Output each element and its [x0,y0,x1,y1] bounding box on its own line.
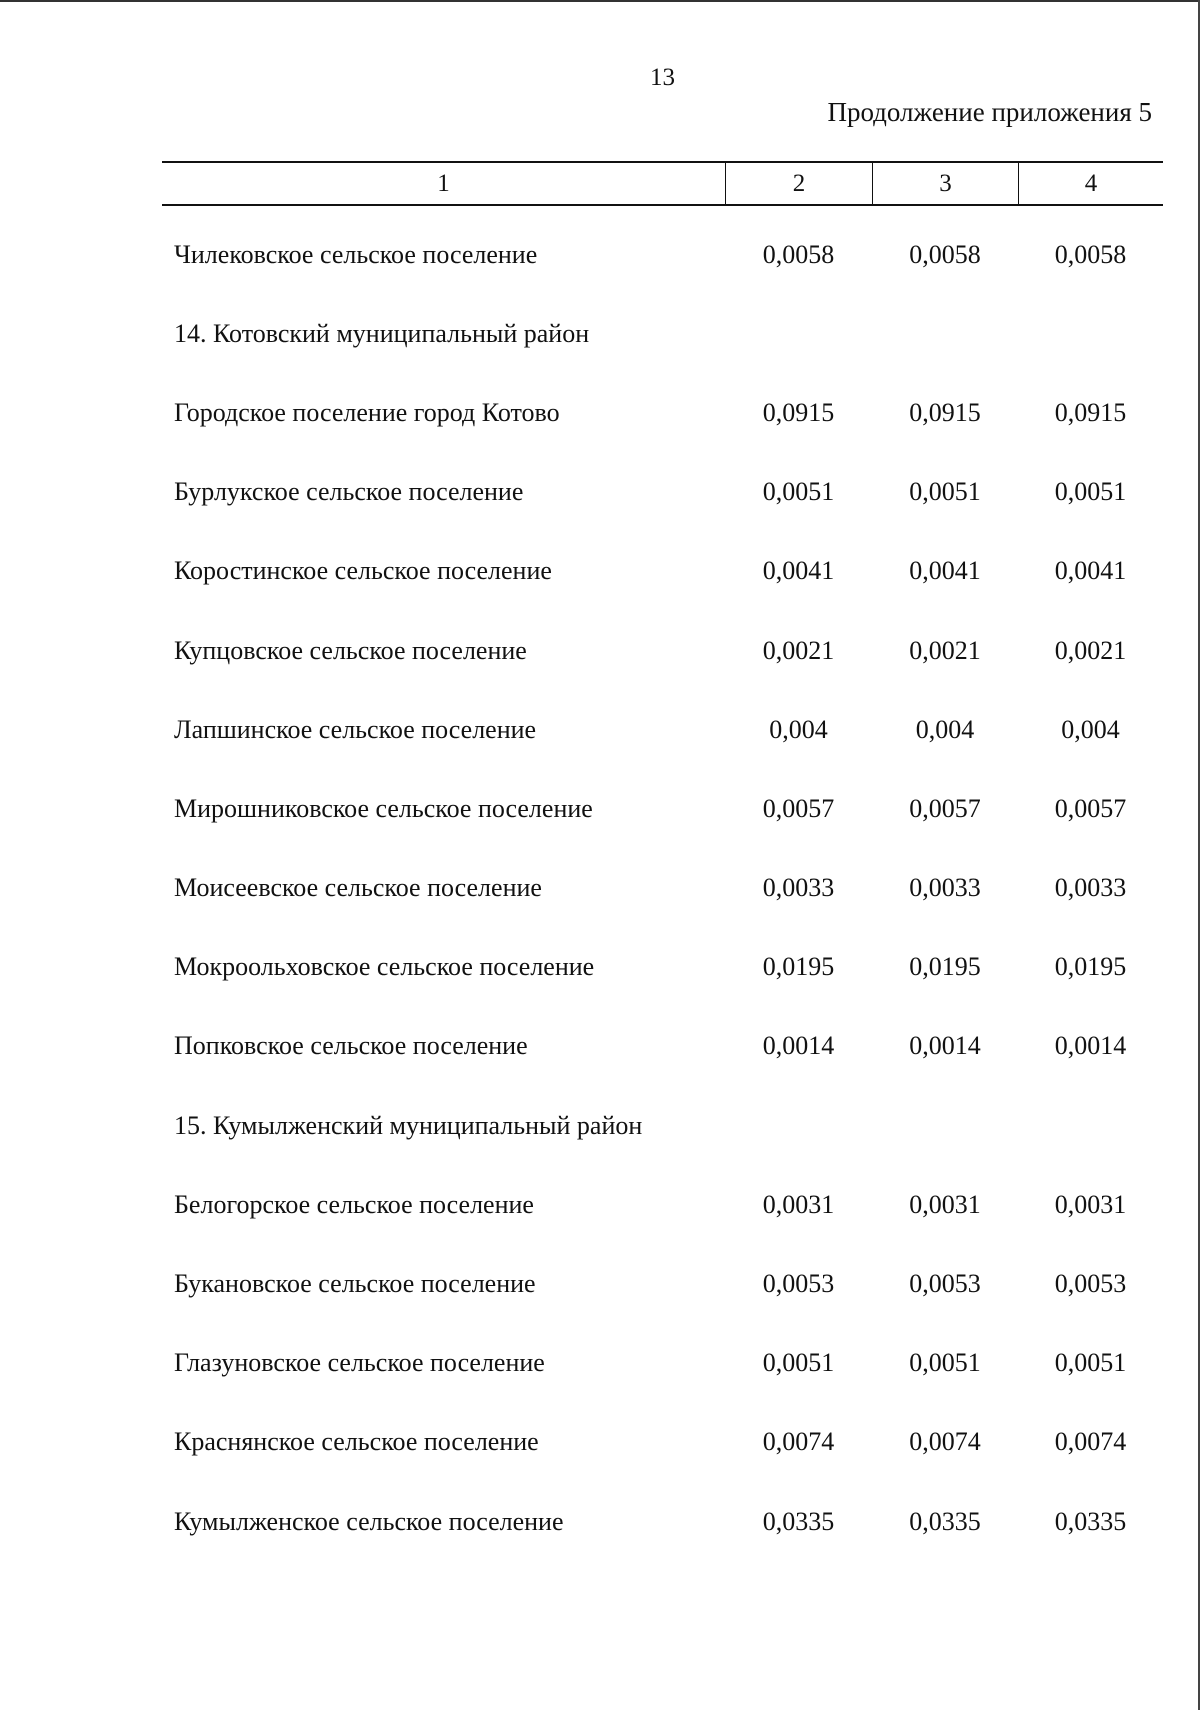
row-value-col2: 0,0057 [762,793,835,823]
row-name: Коростинское сельское поселение [174,556,552,586]
row-value-col3: 0,0031 [909,1189,981,1219]
section-heading: 15. Кумылженский муниципальный район [174,1110,643,1140]
row-value-col3: 0,0021 [909,635,981,665]
row-value-col4: 0,0057 [1054,793,1127,823]
table-row [162,1403,1163,1482]
table-row [162,849,1163,928]
row-value-col4: 0,0195 [1054,952,1127,982]
row-name: Городское поселение город Котово [174,397,560,427]
row-name: Краснянское сельское поселение [174,1427,539,1457]
row-value-col4: 0,0053 [1054,1269,1127,1299]
table-row [162,611,1163,690]
row-value-col2: 0,0033 [762,873,835,903]
scan-edge-top [0,0,1200,2]
table-row [162,1165,1163,1244]
row-name: Чилековское сельское поселение [174,239,538,269]
row-value-col4: 0,0021 [1054,635,1127,665]
row-value-col3: 0,004 [915,714,975,744]
table-row [162,373,1163,452]
row-value-col4: 0,0058 [1054,239,1127,269]
row-value-col3: 0,0014 [909,1031,981,1061]
row-value-col4: 0,0041 [1054,556,1127,586]
row-value-col2: 0,0021 [762,635,835,665]
row-name: Моисеевское сельское поселение [174,873,542,903]
section-heading-row [162,294,1163,373]
row-name: Глазуновское сельское поселение [174,1348,545,1378]
section-heading: 14. Котовский муниципальный район [174,318,590,348]
table-row [162,690,1163,769]
row-value-col2: 0,0051 [762,1348,835,1378]
table-row [162,769,1163,848]
row-value-col4: 0,0074 [1054,1427,1127,1457]
row-value-col3: 0,0051 [909,1348,981,1378]
row-value-col2: 0,0915 [762,397,835,427]
row-name: Мокроольховское сельское поселение [174,952,595,982]
row-name: Купцовское сельское поселение [174,635,527,665]
row-name: Бурлукское сельское поселение [174,477,524,507]
row-name: Белогорское сельское поселение [174,1189,534,1219]
row-value-col3: 0,0074 [909,1427,981,1457]
row-value-col2: 0,004 [769,714,828,744]
row-value-col3: 0,0041 [909,556,981,586]
row-value-col4: 0,0031 [1054,1189,1127,1219]
row-value-col3: 0,0053 [909,1269,981,1299]
table-row [162,532,1163,611]
row-value-col4: 0,0915 [1054,397,1127,427]
table-row [162,1244,1163,1323]
column-header-2: 2 [725,163,872,204]
row-value-col4: 0,0051 [1054,1348,1127,1378]
row-value-col2: 0,0195 [762,952,835,982]
row-name: Букановское сельское поселение [174,1269,536,1299]
row-value-col2: 0,0031 [762,1189,835,1219]
appendix-caption: Продолжение приложения 5 [827,97,1152,127]
row-value-col4: 0,004 [1061,714,1120,744]
row-value-col3: 0,0033 [909,873,981,903]
row-value-col2: 0,0053 [762,1269,835,1299]
table-row [162,215,1163,294]
row-name: Лапшинское сельское поселение [174,714,537,744]
row-name: Попковское сельское поселение [174,1031,528,1061]
row-value-col2: 0,0051 [762,477,835,507]
table-row [162,1324,1163,1403]
row-name: Мирошниковское сельское поселение [174,793,593,823]
row-value-col4: 0,0014 [1054,1031,1127,1061]
table-body [162,215,1163,1561]
row-value-col3: 0,0051 [909,477,981,507]
table-row [162,1482,1163,1561]
column-header-1: 1 [437,169,450,197]
row-name: Кумылженское сельское поселение [174,1506,564,1536]
row-value-col3: 0,0058 [909,239,981,269]
table-row [162,453,1163,532]
row-value-col2: 0,0074 [762,1427,835,1457]
section-heading-row [162,1086,1163,1165]
row-value-col2: 0,0058 [762,239,835,269]
row-value-col4: 0,0335 [1054,1506,1127,1536]
table-row [162,928,1163,1007]
row-value-col2: 0,0041 [762,556,835,586]
column-header-3: 3 [872,163,1018,204]
row-value-col3: 0,0195 [909,952,981,982]
row-value-col4: 0,0033 [1054,873,1127,903]
table-header [162,161,1163,206]
page-number: 13 [650,64,675,91]
row-value-col4: 0,0051 [1054,477,1127,507]
column-header-4: 4 [1018,163,1163,204]
table-row [162,1007,1163,1086]
row-value-col3: 0,0057 [909,793,981,823]
row-value-col3: 0,0915 [909,397,981,427]
row-value-col2: 0,0014 [762,1031,835,1061]
row-value-col2: 0,0335 [762,1506,835,1536]
row-value-col3: 0,0335 [909,1506,981,1536]
